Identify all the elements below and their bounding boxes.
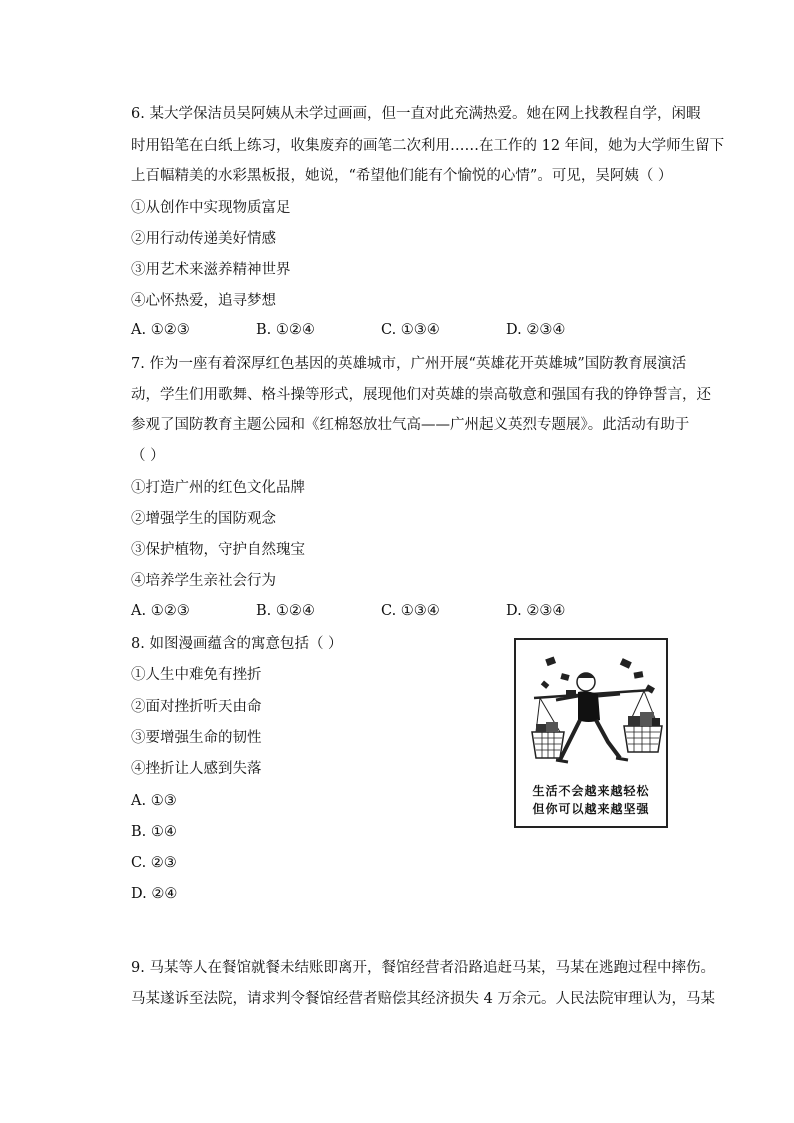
q7-item-2: ②增强学生的国防观念 — [131, 511, 276, 527]
q6-stem-line-3: 上百幅精美的水彩黑板报，她说，“希望他们能有个愉悦的心情”。可见，吴阿姨（ ） — [131, 168, 673, 184]
q7-stem-line-4: （ ） — [131, 448, 165, 464]
q9-stem-line-2: 马某遂诉至法院，请求判令餐馆经营者赔偿其经济损失 4 万余元。人民法院审理认为，马某 — [131, 991, 715, 1007]
q6-options — [131, 322, 631, 338]
q8-option-c[interactable]: C. ②③ — [131, 855, 177, 871]
person-figure — [556, 673, 628, 762]
q6-option-c[interactable]: C. ①③④ — [381, 322, 440, 338]
q7-options — [131, 603, 631, 619]
q6-option-b[interactable]: B. ①②④ — [256, 322, 315, 338]
q6-item-2: ②用行动传递美好情感 — [131, 231, 276, 247]
q7-item-4: ④培养学生亲社会行为 — [131, 573, 276, 589]
q8-item-2: ②面对挫折听天由命 — [131, 699, 262, 715]
q8-option-a[interactable]: A. ①③ — [131, 793, 177, 809]
q8-stem: 8. 如图漫画蕴含的寓意包括（ ） — [131, 636, 343, 652]
q7-option-c[interactable]: C. ①③④ — [381, 603, 440, 619]
q7-option-d[interactable]: D. ②③④ — [506, 603, 566, 619]
q7-item-3: ③保护植物，守护自然瑰宝 — [131, 542, 305, 558]
cartoon-caption-line-1: 生活不会越来越轻松 — [532, 784, 650, 798]
q6-option-a[interactable]: A. ①②③ — [131, 322, 190, 338]
q6-item-1: ①从创作中实现物质富足 — [131, 200, 291, 216]
q8-item-3: ③要增强生命的韧性 — [131, 730, 262, 746]
left-basket — [532, 698, 564, 758]
cartoon-caption-line-2: 但你可以越来越坚强 — [532, 802, 650, 816]
cartoon-caption — [522, 782, 660, 818]
q6-item-4: ④心怀热爱，追寻梦想 — [131, 293, 276, 309]
q6-item-3: ③用艺术来滋养精神世界 — [131, 262, 291, 278]
q6-option-d[interactable]: D. ②③④ — [506, 322, 566, 338]
q8-item-1: ①人生中难免有挫折 — [131, 667, 262, 683]
q7-stem-line-2: 动，学生们用歌舞、格斗操等形式，展现他们对英雄的崇高敬意和强国有我的铮铮誓言，还 — [131, 387, 711, 403]
q6-stem-line-2: 时用铅笔在白纸上练习，收集废弃的画笔二次利用……在工作的 12 年间，她为大学师生留下 — [131, 138, 725, 154]
q7-item-1: ①打造广州的红色文化品牌 — [131, 480, 305, 496]
q7-stem-line-3: 参观了国防教育主题公园和《红棉怒放壮气高——广州起义英烈专题展》。此活动有助于 — [131, 417, 690, 433]
q8-option-d[interactable]: D. ②④ — [131, 886, 178, 902]
q8-item-4: ④挫折让人感到失落 — [131, 761, 262, 777]
q9-stem-line-1: 9. 马某等人在餐馆就餐未结账即离开，餐馆经营者沿路追赶马某，马某在逃跑过程中摔伤。 — [131, 960, 715, 976]
q7-option-a[interactable]: A. ①②③ — [131, 603, 190, 619]
q7-stem-line-1: 7. 作为一座有着深厚红色基因的英雄城市，广州开展“英雄花开英雄城”国防教育展演活 — [131, 356, 687, 372]
right-basket — [624, 691, 662, 752]
cartoon-image — [514, 638, 668, 828]
q6-stem-line-1: 6. 某大学保洁员吴阿姨从未学过画画，但一直对此充满热爱。她在网上找教程自学，闲暇 — [131, 106, 701, 122]
q7-option-b[interactable]: B. ①②④ — [256, 603, 315, 619]
q8-option-b[interactable]: B. ①④ — [131, 824, 177, 840]
